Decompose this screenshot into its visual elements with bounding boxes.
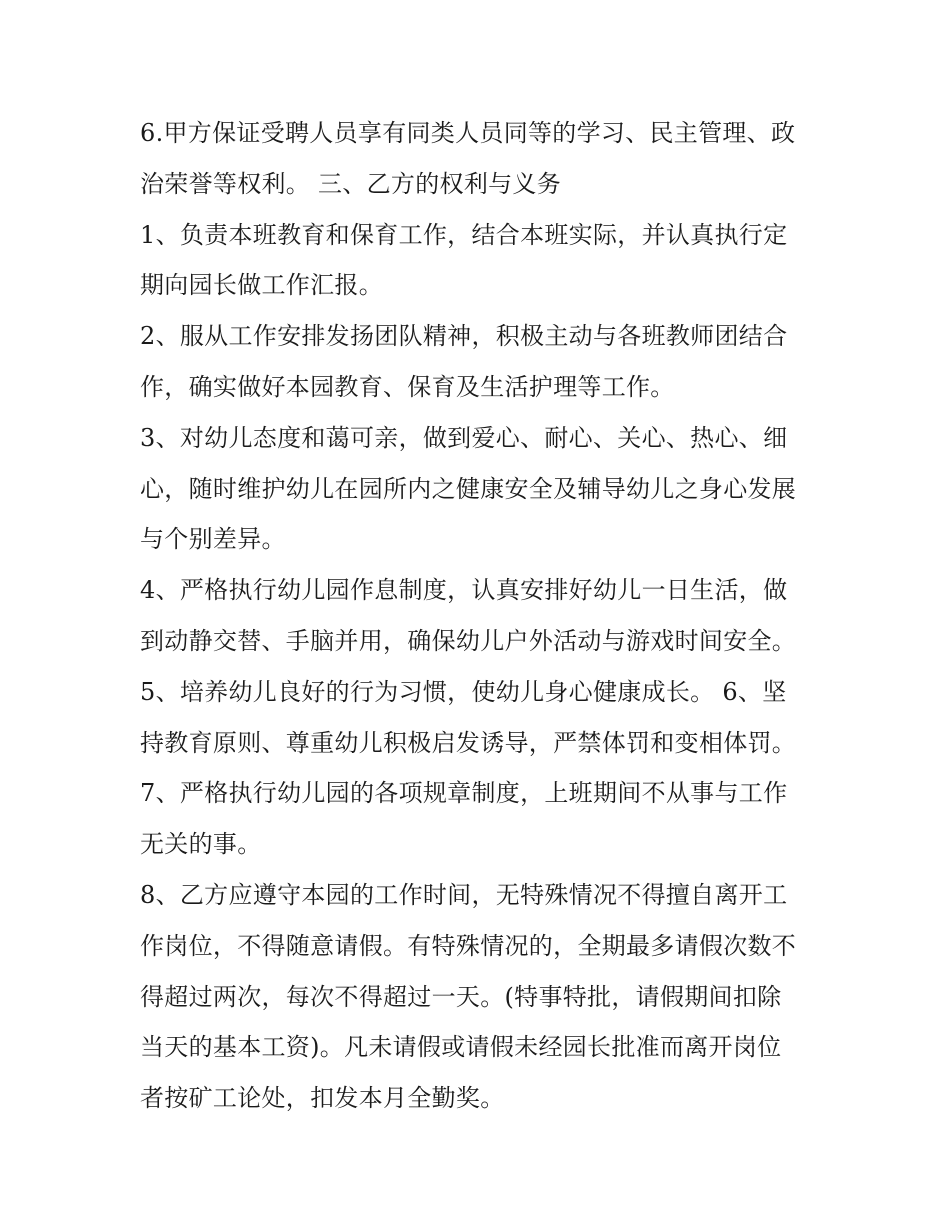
- text-line: 者按矿工论处，扣发本月全勤奖。: [140, 1084, 505, 1113]
- text-line: 治荣誉等权利。 三、乙方的权利与义务: [140, 169, 562, 198]
- text-line: 8、乙方应遵守本园的工作时间，无特殊情况不得擅自离开工: [140, 880, 788, 909]
- text-line: 无关的事。: [140, 830, 262, 859]
- text-line: 作岗位，不得随意请假。有特殊情况的，全期最多请假次数不: [140, 931, 797, 960]
- text-line: 5、培养幼儿良好的行为习惯，使幼儿身心健康成长。 6、坚: [140, 677, 787, 706]
- text-line: 作，确实做好本园教育、保育及生活护理等工作。: [140, 372, 675, 401]
- text-line: 与个别差异。: [140, 525, 286, 554]
- text-line: 到动静交替、手脑并用，确保幼儿户外活动与游戏时间安全。: [140, 626, 797, 655]
- text-line: 期向园长做工作汇报。: [140, 271, 383, 300]
- text-line: 得超过两次，每次不得超过一天。(特事特批，请假期间扣除: [140, 982, 782, 1011]
- text-line: 心，随时维护幼儿在园所内之健康安全及辅导幼儿之身心发展: [140, 474, 797, 503]
- text-line: 持教育原则、尊重幼儿积极启发诱导，严禁体罚和变相体罚。: [140, 728, 797, 757]
- text-line: 当天的基本工资)。凡未请假或请假未经园长批准而离开岗位: [140, 1033, 782, 1062]
- text-line: 3、对幼儿态度和蔼可亲，做到爱心、耐心、关心、热心、细: [140, 423, 788, 452]
- text-line: 1、负责本班教育和保育工作，结合本班实际，并认真执行定: [140, 220, 788, 249]
- text-line: 2、服从工作安排发扬团队精神，积极主动与各班教师团结合: [140, 322, 788, 351]
- text-line: 4、严格执行幼儿园作息制度，认真安排好幼儿一日生活，做: [140, 576, 788, 605]
- text-line: 6.甲方保证受聘人员享有同类人员同等的学习、民主管理、政: [140, 119, 796, 147]
- text-line: 7、严格执行幼儿园的各项规章制度，上班期间不从事与工作: [140, 779, 788, 808]
- document-body: [140, 108, 820, 1124]
